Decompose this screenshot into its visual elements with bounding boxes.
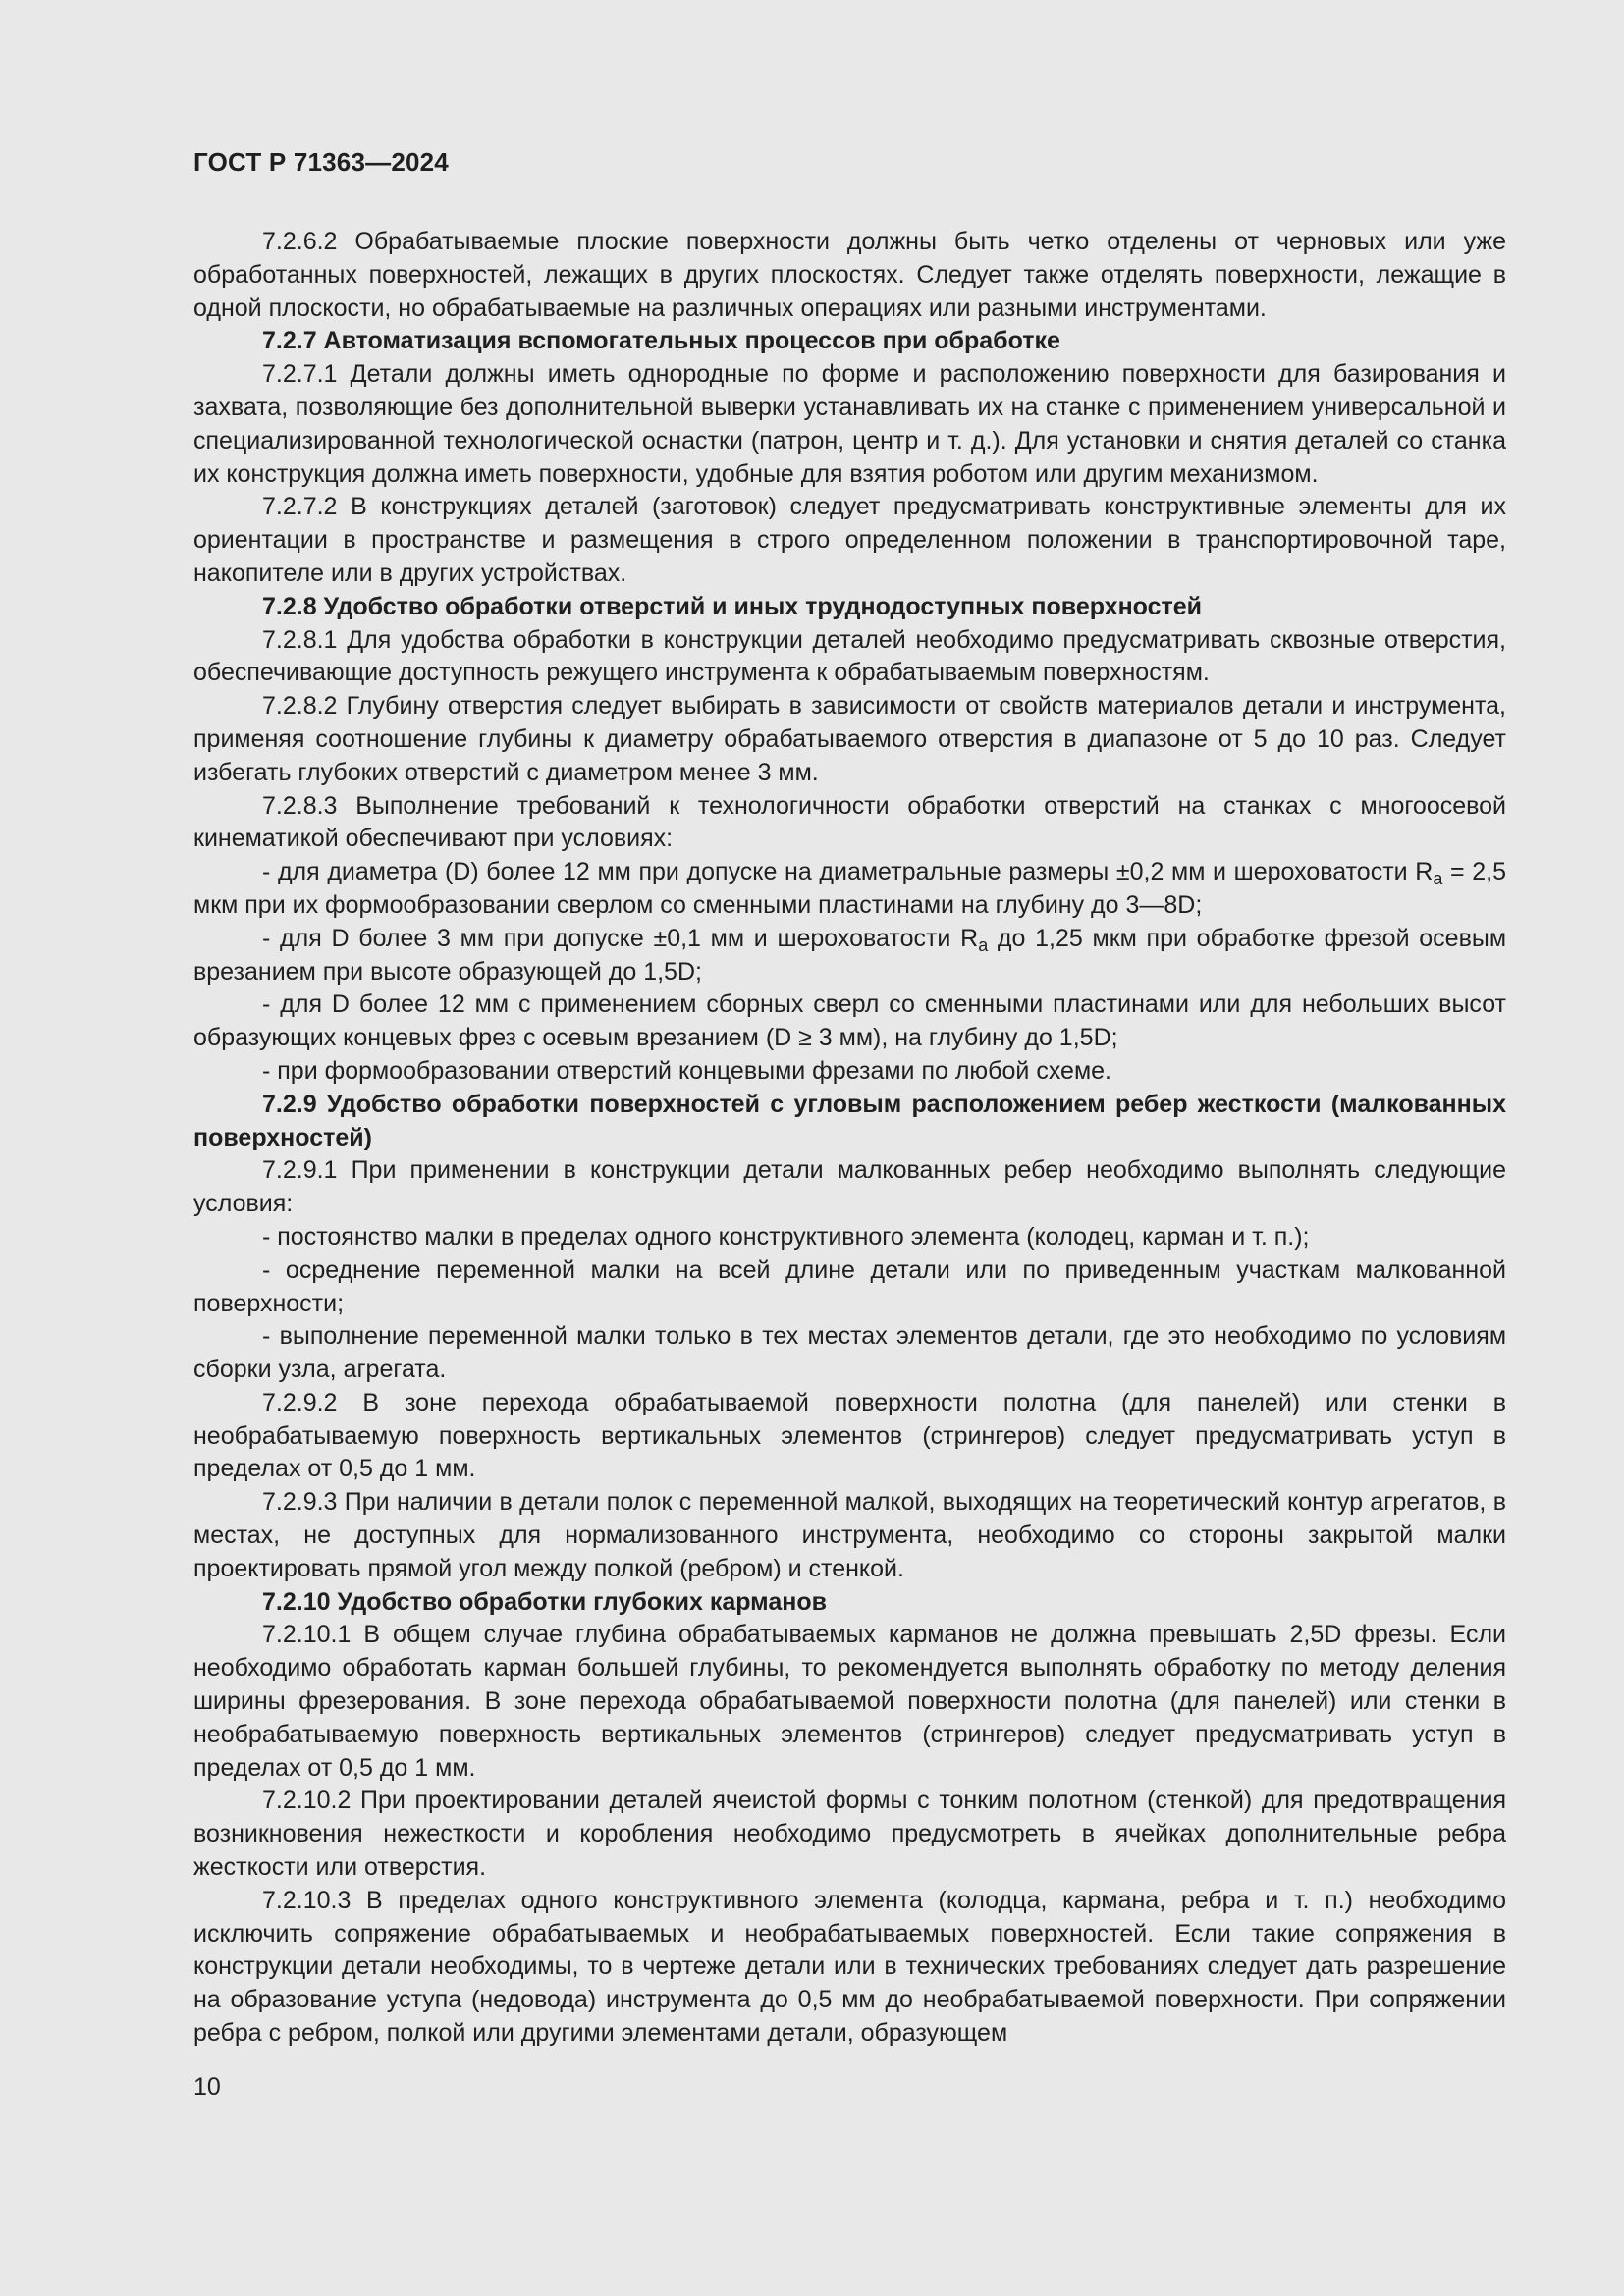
list-item-text: - для диаметра (D) более 12 мм при допуске на диаметральные размеры ±0,2 мм и шероховатости R	[262, 858, 1434, 886]
paragraph-7-2-9-3: 7.2.9.3 При наличии в детали полок с переменной малкой, выходящих на теоретический контур агрегатов, в местах, не доступных для нормализованного инструмента, необходимо со стороны закрытой малки проектировать прямой угол между полкой (ребром) и стенкой.	[193, 1488, 1506, 1582]
document-body	[193, 226, 1506, 2051]
page-number: 10	[193, 2073, 221, 2101]
paragraph-7-2-9-1: 7.2.9.1 При применении в конструкции детали малкованных ребер необходимо выполнять следующие условия:	[193, 1156, 1506, 1218]
heading-7-2-10: 7.2.10 Удобство обработки глубоких карманов	[262, 1587, 827, 1616]
list-item	[193, 923, 1506, 989]
heading-7-2-7: 7.2.7 Автоматизация вспомогательных процессов при обработке	[262, 327, 1060, 355]
paragraph-7-2-6-2: 7.2.6.2 Обрабатываемые плоские поверхности должны быть четко отделены от черновых или уже обработанных поверхностей, лежащих в других плоскостях. Следует также отделять поверхности, лежащие в одной плоскости, но обрабатываемые на различных операциях или разными инструментами.	[193, 228, 1506, 322]
subscript: a	[978, 934, 989, 955]
list-item: - при формообразовании отверстий концевыми фрезами по любой схеме.	[262, 1056, 1111, 1085]
list-item: - для D более 12 мм с применением сборных сверл со сменными пластинами или для небольших высот образующих концевых фрез с осевым врезанием (D ≥ 3 мм), на глубину до 1,5D;	[193, 990, 1506, 1052]
list-item: - выполнение переменной малки только в тех местах элементов детали, где это необходимо по условиям сборки узла, агрегата.	[193, 1322, 1506, 1384]
list-item: - постоянство малки в пределах одного конструктивного элемента (колодец, карман и т. п.);	[262, 1222, 1310, 1251]
paragraph-7-2-10-1: 7.2.10.1 В общем случае глубина обрабатываемых карманов не должна превышать 2,5D фрезы. Если необходимо обработать карман большей глубины, то рекомендуется выполнять обработку по методу деления ширины фрезерования. В зоне перехода обрабатываемой поверхности полотна (для панелей) или стенки в необрабатываемую поверхность вертикальных элементов (стрингеров) следует предусматривать уступ в пределах от 0,5 до 1 мм.	[193, 1621, 1506, 1782]
heading-7-2-8: 7.2.8 Удобство обработки отверстий и иных труднодоступных поверхностей	[262, 592, 1203, 620]
list-item: - осреднение переменной малки на всей длине детали или по приведенным участкам малкованной поверхности;	[193, 1255, 1506, 1317]
heading-7-2-9: 7.2.9 Удобство обработки поверхностей с угловым расположением ребер жесткости (малкованных поверхностей)	[193, 1090, 1506, 1151]
paragraph-7-2-8-2: 7.2.8.2 Глубину отверстия следует выбирать в зависимости от свойств материалов детали и инструмента, применяя соотношение глубины к диаметру обрабатываемого отверстия в диапазоне от 5 до 10 раз. Следует избегать глубоких отверстий с диаметром менее 3 мм.	[193, 692, 1506, 786]
paragraph-7-2-7-2: 7.2.7.2 В конструкциях деталей (заготовок) следует предусматривать конструктивные элементы для их ориентации в пространстве и размещения в строго определенном положении в транспортировочной таре, накопителе или в других устройствах.	[193, 493, 1506, 587]
list-item-text: - для D более 3 мм при допуске ±0,1 мм и шероховатости R	[262, 924, 979, 952]
paragraph-7-2-7-1: 7.2.7.1 Детали должны иметь однородные по форме и расположению поверхности для базирования и захвата, позволяющие без дополнительной выверки устанавливать их на станке с применением универсальной и специализированной технологической оснастки (патрон, центр и т. д.). Для установки и снятия деталей со станка их конструкция должна иметь поверхности, удобные для взятия роботом или другим механизмом.	[193, 360, 1506, 488]
paragraph-7-2-10-3: 7.2.10.3 В пределах одного конструктивного элемента (колодца, кармана, ребра и т. п.) необходимо исключить сопряжение обрабатываемых и необрабатываемых поверхностей. Если такие сопряжения в конструкции детали необходимы, то в чертеже детали или в технических требованиях следует дать разрешение на образование уступа (недовода) инструмента до 0,5 мм до необрабатываемой поверхности. При сопряжении ребра с ребром, полкой или другими элементами детали, образующем	[193, 1886, 1506, 2048]
list-item-text: до 1,25 мкм при обработке фрезой осевым врезанием при высоте образующей до 1,5D;	[193, 924, 1507, 986]
subscript: a	[1433, 869, 1443, 889]
document-header: ГОСТ Р 71363—2024	[193, 147, 449, 177]
paragraph-7-2-8-1: 7.2.8.1 Для удобства обработки в конструкции деталей необходимо предусматривать сквозные отверстия, обеспечивающие доступность режущего инструмента к обрабатываемым поверхностям.	[193, 625, 1506, 687]
list-item	[193, 856, 1506, 923]
paragraph-7-2-9-2: 7.2.9.2 В зоне перехода обрабатываемой поверхности полотна (для панелей) или стенки в необрабатываемую поверхность вертикальных элементов (стрингеров) следует предусматривать уступ в пределах от 0,5 до 1 мм.	[193, 1388, 1506, 1483]
paragraph-7-2-10-2: 7.2.10.2 При проектировании деталей ячеистой формы с тонким полотном (стенкой) для предотвращения возникновения нежесткости и коробления необходимо предусмотреть в ячейках дополнительные ребра жесткости или отверстия.	[193, 1787, 1506, 1882]
paragraph-7-2-8-3: 7.2.8.3 Выполнение требований к технологичности обработки отверстий на станках с многоосевой кинематикой обеспечивают при условиях:	[193, 791, 1506, 853]
list-item-text: = 2,5 мкм при их формообразовании сверлом со сменными пластинами на глубину до 3—8D;	[193, 858, 1506, 919]
